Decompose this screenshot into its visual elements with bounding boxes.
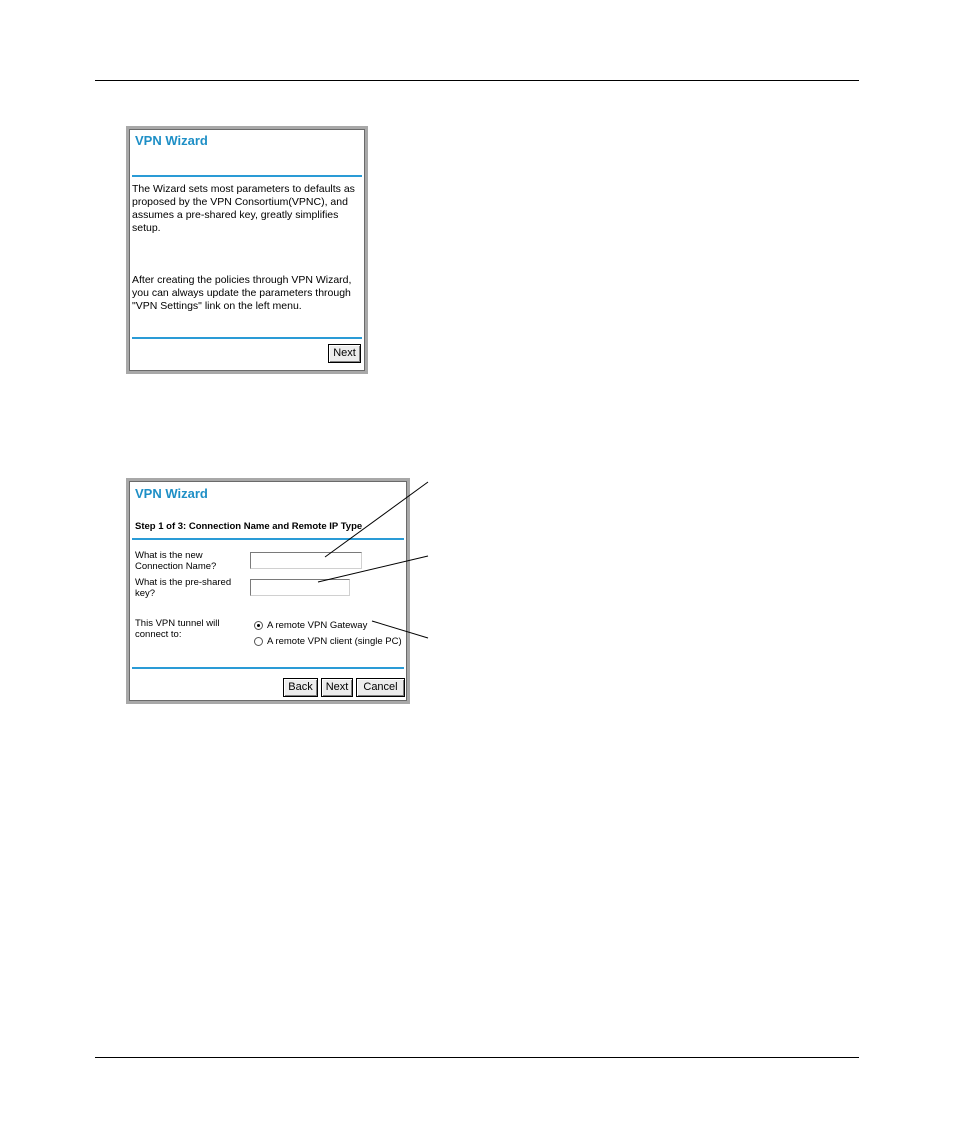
back-button[interactable]: Back (283, 678, 318, 697)
wizard-title: VPN Wizard (135, 486, 208, 501)
preshared-key-label: What is the pre-shared key? (135, 577, 232, 599)
cancel-button[interactable]: Cancel (356, 678, 405, 697)
callout-line-connection-name (325, 482, 428, 557)
wizard-title: VPN Wizard (135, 133, 208, 148)
next-button[interactable]: Next (321, 678, 353, 697)
next-button[interactable]: Next (328, 344, 361, 363)
radio-label: A remote VPN client (single PC) (267, 635, 402, 647)
radio-label: A remote VPN Gateway (267, 619, 368, 631)
intro-paragraph-1: The Wizard sets most parameters to defaults as proposed by the VPN Consortium(VPNC), and assumes a pre-shared key, greatly simplifies setup. (132, 183, 355, 234)
intro-paragraph-2: After creating the policies through VPN Wizard, you can always update the parameters through "VPN Settings" link on the left menu. (132, 274, 352, 312)
connection-name-label: What is the new Connection Name? (135, 550, 217, 572)
callout-line-preshared-key (318, 556, 428, 582)
step-title: Step 1 of 3: Connection Name and Remote IP Type (135, 521, 363, 532)
page-footer-rule (95, 1057, 859, 1058)
callout-line-remote-type (372, 621, 428, 638)
tunnel-target-label: This VPN tunnel will connect to: (135, 618, 220, 640)
